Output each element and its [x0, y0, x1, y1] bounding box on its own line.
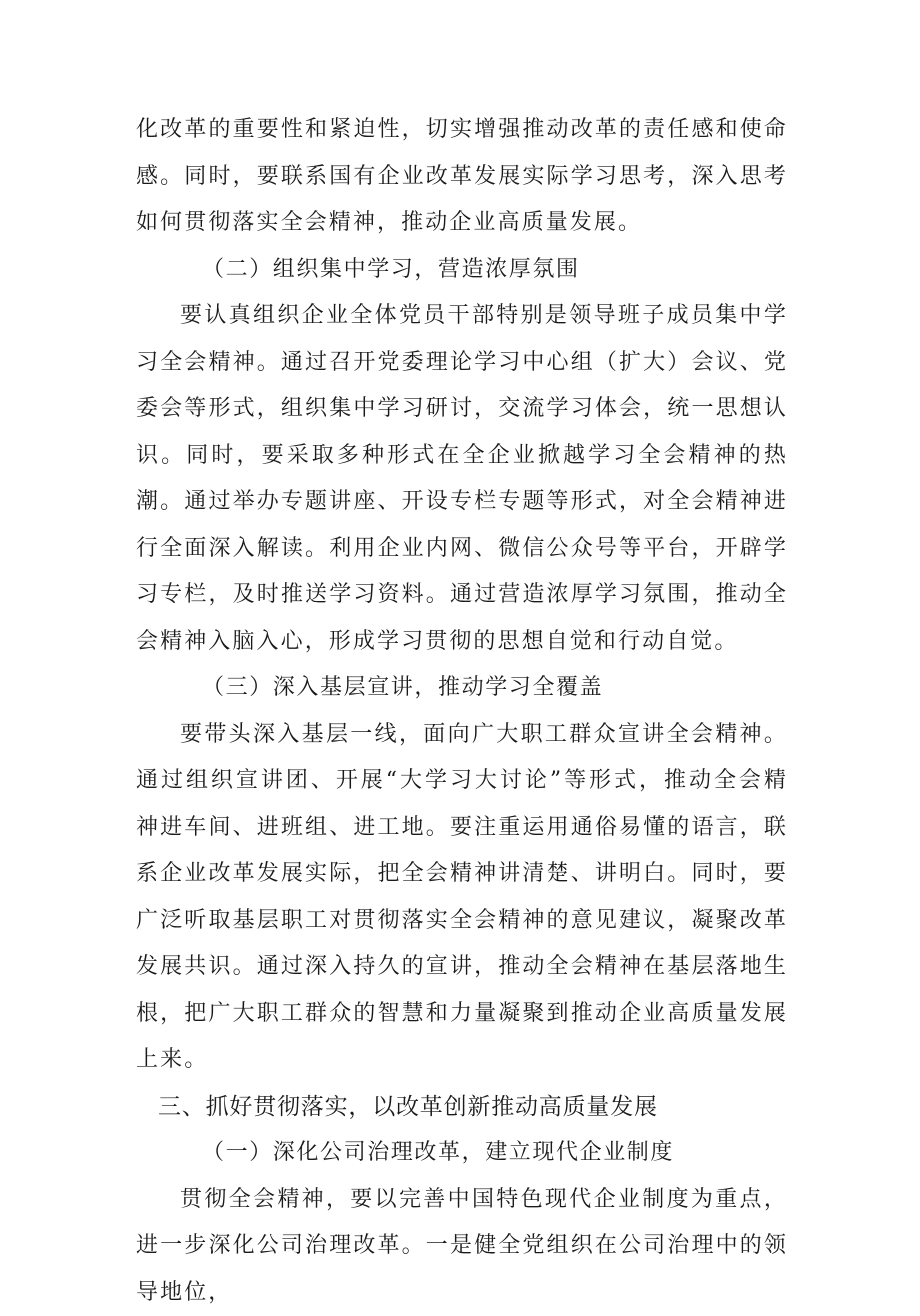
paragraph-grassroots-lecture: 要带头深入基层一线，面向广大职工群众宣讲全会精神。通过组织宣讲团、开展“大学习大讨论”等形式，推动全会精神进车间、进班组、进工地。要注重运用通俗易懂的语言，联系企业改革发展实际，把全会精神讲清楚、讲明白。同时，要广泛听取基层职工对贯彻落实全会精神的意见建议，凝聚改革发展共识。通过深入持久的宣讲，推动全会精神在基层落地生根，把广大职工群众的智慧和力量凝聚到推动企业高质量发展上来。 — [136, 712, 788, 1084]
paragraph-corporate-governance: 贯彻全会精神，要以完善中国特色现代企业制度为重点，进一步深化公司治理改革。一是健全党组织在公司治理中的领导地位， — [136, 1177, 788, 1316]
document-page — [136, 107, 788, 1316]
subheading-corporate-governance: （一）深化公司治理改革，建立现代企业制度 — [136, 1130, 788, 1177]
paragraph-continuation: 化改革的重要性和紧迫性，切实增强推动改革的责任感和使命感。同时，要联系国有企业改革发展实际学习思考，深入思考如何贯彻落实全会精神，推动企业高质量发展。 — [136, 107, 788, 247]
paragraph-organize-study: 要认真组织企业全体党员干部特别是领导班子成员集中学习全会精神。通过召开党委理论学习中心组（扩大）会议、党委会等形式，组织集中学习研讨，交流学习体会，统一思想认识。同时，要采取多种形式在全企业掀越学习全会精神的热潮。通过举办专题讲座、开设专栏专题等形式，对全会精神进行全面深入解读。利用企业内网、微信公众号等平台，开辟学习专栏，及时推送学习资料。通过营造浓厚学习氛围，推动全会精神入脑入心，形成学习贯彻的思想自觉和行动自觉。 — [136, 293, 788, 665]
subheading-grassroots-lecture: （三）深入基层宣讲，推动学习全覆盖 — [136, 665, 788, 712]
subheading-organize-study: （二）组织集中学习，营造浓厚氛围 — [136, 247, 788, 294]
section-heading-implementation: 三、抓好贯彻落实，以改革创新推动高质量发展 — [136, 1084, 788, 1131]
